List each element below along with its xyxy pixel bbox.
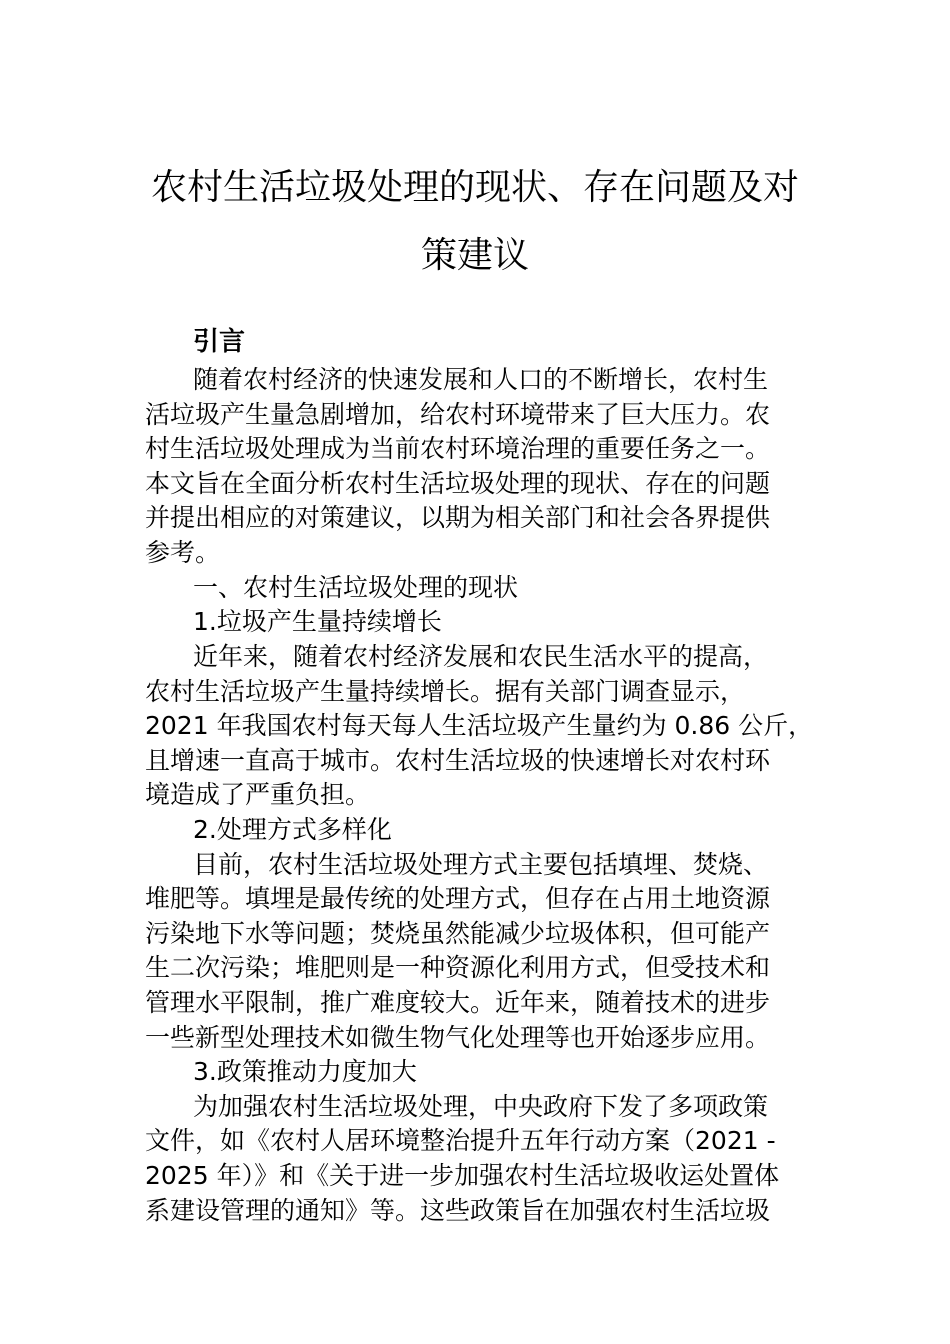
intro-heading: 引言 (193, 327, 246, 357)
document-title-line-1: 农村生活垃圾处理的现状、存在问题及对 (150, 167, 799, 208)
subsection-heading: 3.政策推动力度加大 (193, 1057, 417, 1086)
body-line: 系建设管理的通知》等。这些政策旨在加强农村生活垃圾 (145, 1196, 771, 1225)
body-line: 农村生活垃圾产生量持续增长。据有关部门调查显示， (145, 677, 746, 706)
body-line: 活垃圾产生量急剧增加，给农村环境带来了巨大压力。农 (145, 400, 771, 429)
body-line: 2025 年）》和《关于进一步加强农村生活垃圾收运处置体 (145, 1161, 780, 1190)
subsection-heading: 2.处理方式多样化 (193, 815, 392, 844)
body-line: 近年来，随着农村经济发展和农民生活水平的提高， (193, 642, 769, 671)
body-line: 且增速一直高于城市。农村生活垃圾的快速增长对农村环 (145, 746, 771, 775)
body-line: 文件，如《农村人居环境整治提升五年行动方案（2021 - (145, 1126, 776, 1155)
body-line: 2021 年我国农村每天每人生活垃圾产生量约为 0.86 公斤， (145, 711, 814, 740)
body-line: 一些新型处理技术如微生物气化处理等也开始逐步应用。 (145, 1023, 771, 1052)
body-line: 随着农村经济的快速发展和人口的不断增长，农村生 (193, 365, 769, 394)
body-line: 污染地下水等问题；焚烧虽然能减少垃圾体积，但可能产 (145, 919, 771, 948)
body-line: 并提出相应的对策建议，以期为相关部门和社会各界提供 (145, 503, 771, 532)
body-line: 目前，农村生活垃圾处理方式主要包括填埋、焚烧、 (193, 850, 769, 879)
body-line: 村生活垃圾处理成为当前农村环境治理的重要任务之一。 (145, 434, 771, 463)
body-line: 境造成了严重负担。 (145, 780, 371, 809)
body-line: 为加强农村生活垃圾处理，中央政府下发了多项政策 (193, 1092, 769, 1121)
document-title-line-2: 策建议 (420, 235, 529, 276)
body-line: 管理水平限制，推广难度较大。近年来，随着技术的进步 (145, 988, 771, 1017)
subsection-heading: 1.垃圾产生量持续增长 (193, 607, 442, 636)
body-line: 本文旨在全面分析农村生活垃圾处理的现状、存在的问题 (145, 469, 771, 498)
section-heading: 一、农村生活垃圾处理的现状 (193, 573, 519, 602)
body-line: 参考。 (145, 538, 221, 567)
body-line: 堆肥等。填埋是最传统的处理方式，但存在占用土地资源 (145, 884, 771, 913)
body-line: 生二次污染；堆肥则是一种资源化利用方式，但受技术和 (145, 953, 771, 982)
